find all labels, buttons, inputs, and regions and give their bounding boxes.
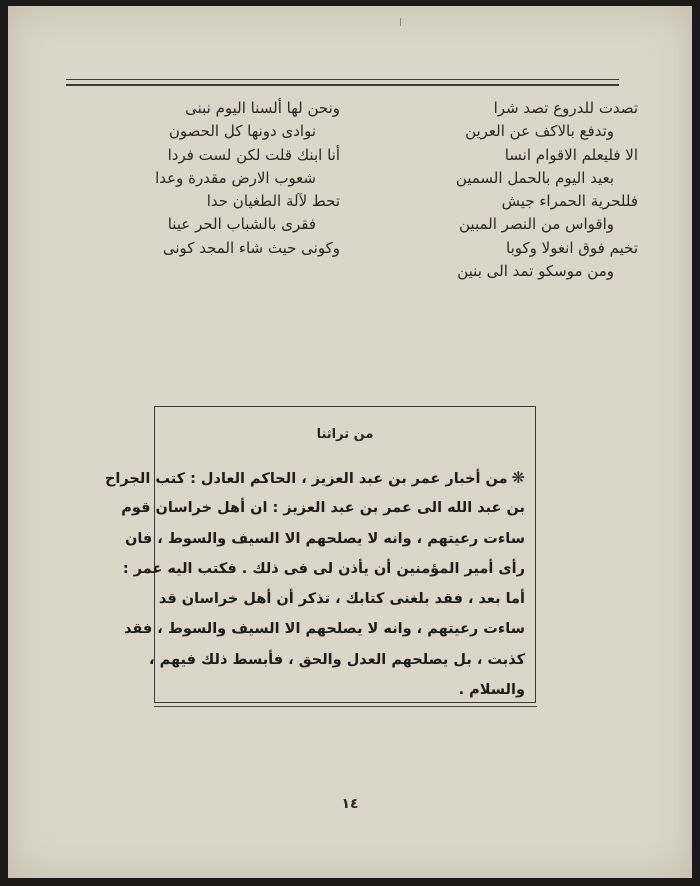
verse-line: تخيم فوق انغولا وكوبا	[506, 238, 638, 257]
box-line	[104, 463, 525, 493]
box-line: والسلام .	[458, 682, 525, 699]
verse-line: بعيد اليوم بالحمل السمين	[455, 168, 614, 187]
box-line: بن عبد الله الى عمر بن عبد العزيز : ان أهل خراسان قوم	[121, 500, 525, 517]
heritage-box	[104, 406, 536, 703]
box-line: ساءت رعيتهم ، وانه لا يصلحهم الا السيف والسوط ، فقد	[123, 621, 525, 638]
box-line: كذبت ، بل يصلحهم العدل والحق ، فأبسط ذلك فيهم ،	[149, 651, 525, 668]
star-icon: ❋	[511, 468, 525, 487]
document-page	[8, 6, 692, 878]
verse-line: ومن موسكو تمد الى بنين	[457, 262, 614, 281]
box-bottom-rule	[154, 706, 537, 707]
verse-line: واقواس من النصر المبين	[459, 215, 614, 234]
verse-line: ونحن لها ألسنا اليوم نبنى	[185, 99, 340, 117]
page-number: ١٤	[341, 796, 359, 812]
verse-line: تصدت للدروع تصد شرا	[493, 99, 638, 117]
box-title: من تراثنا	[316, 427, 374, 442]
box-text	[104, 463, 525, 705]
top-rule-thin	[66, 79, 619, 80]
page-mark	[400, 18, 401, 26]
verse-line: نوادى دونها كل الحصون	[168, 122, 316, 141]
verse-line: شعوب الارض مقدرة وعدا	[155, 168, 316, 187]
box-line: أما بعد ، فقد بلغنى كتابك ، تذكر أن أهل خراسان قد	[158, 591, 525, 608]
poem-left-column	[80, 97, 340, 260]
verse-line: تحط لآلة الطغيان حدا	[206, 192, 340, 211]
verse-line: فللحرية الحمراء جيش	[501, 192, 638, 211]
top-rule-thick	[66, 84, 619, 86]
verse-line: وتدفع بالاكف عن العرين	[465, 122, 614, 141]
box-line: رأى أمير المؤمنين أن يأذن لى فى ذلك . فكتب اليه عمر :	[122, 560, 525, 577]
box-line-text: من أخبار عمر بن عبد العزيز ، الحاكم العادل : كتب الجراح	[104, 471, 508, 487]
poem-right-column	[388, 97, 638, 283]
verse-line: أنا ابنك قلت لكن لست فردا	[167, 145, 340, 164]
verse-line: وكونى حيث شاء المجد كونى	[162, 238, 340, 257]
verse-line: فقرى بالشباب الحر عينا	[167, 215, 316, 234]
box-line: ساءت رعيتهم ، وانه لا يصلحهم الا السيف والسوط ، فان	[124, 530, 525, 547]
verse-line: الا فليعلم الاقوام انسا	[504, 145, 638, 164]
